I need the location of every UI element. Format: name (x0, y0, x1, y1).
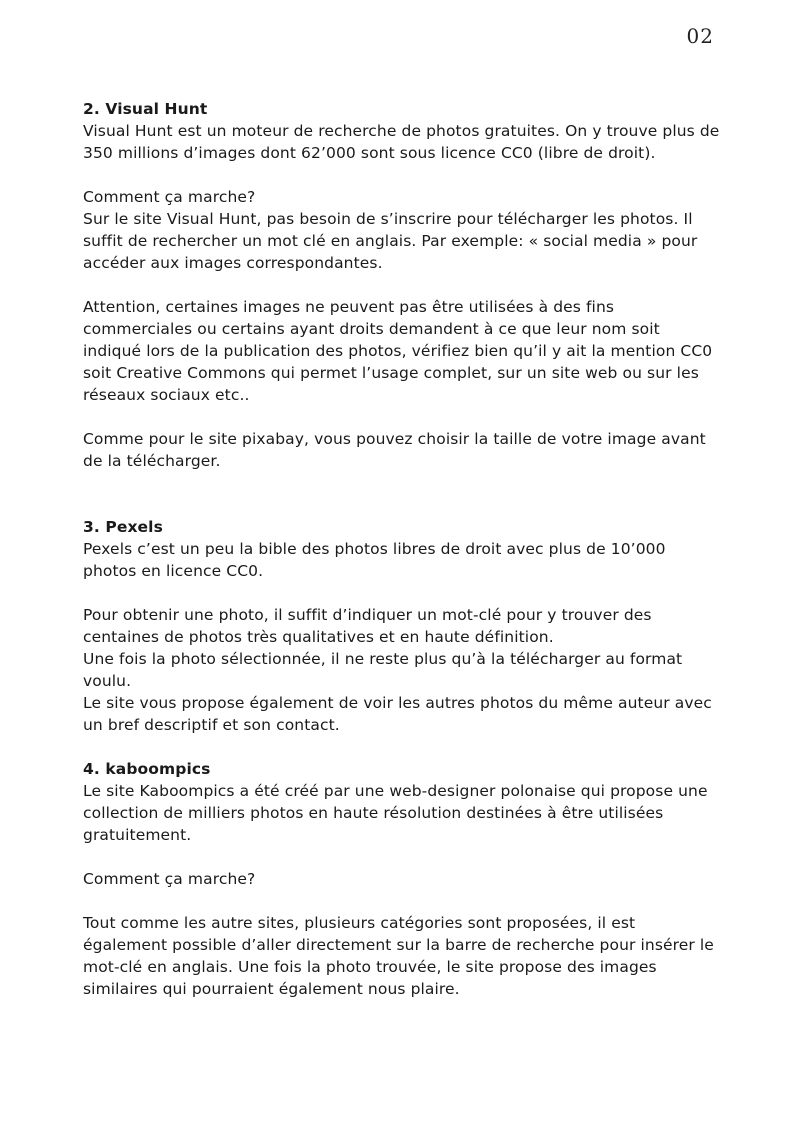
paragraph: Sur le site Visual Hunt, pas besoin de s’inscrire pour télécharger les photos. Il suffit de rechercher un mot clé en anglais. Par exemple: « social media » pour accéder aux images correspondantes. (83, 210, 698, 272)
document-body (83, 98, 723, 1000)
section-heading-kaboompics: 4. kaboompics (83, 760, 211, 778)
paragraph: Le site vous propose également de voir les autres photos du même auteur avec un bref descriptif et son contact. (83, 694, 712, 734)
paragraph: Le site Kaboompics a été créé par une web-designer polonaise qui propose une collection de milliers photos en haute résolution destinées à être utilisées gratuitement. (83, 782, 708, 844)
paragraph: Pour obtenir une photo, il suffit d’indiquer un mot-clé pour y trouver des centaines de photos très qualitatives et en haute définition. (83, 606, 652, 646)
paragraph: Comme pour le site pixabay, vous pouvez choisir la taille de votre image avant de la télécharger. (83, 430, 706, 470)
paragraph: Visual Hunt est un moteur de recherche de photos gratuites. On y trouve plus de 350 millions d’images dont 62’000 sont sous licence CC0 (libre de droit). (83, 122, 720, 162)
section-heading-visual-hunt: 2. Visual Hunt (83, 100, 208, 118)
paragraph: Pexels c’est un peu la bible des photos libres de droit avec plus de 10’000 photos en licence CC0. (83, 540, 666, 580)
paragraph: Attention, certaines images ne peuvent pas être utilisées à des fins commerciales ou certains ayant droits demandent à ce que leur nom soit indiqué lors de la publication des photos, vérifiez bien qu’il y ait la mention CC0 soit Creative Commons qui permet l’usage complet, sur un site web ou sur les réseaux sociaux etc.. (83, 298, 713, 404)
section-heading-pexels: 3. Pexels (83, 518, 163, 536)
paragraph: Tout comme les autre sites, plusieurs catégories sont proposées, il est également possible d’aller directement sur la barre de recherche pour insérer le mot-clé en anglais. Une fois la photo trouvée, le site propose des images similaires qui pourraient également nous plaire. (83, 914, 714, 998)
paragraph: Comment ça marche? (83, 188, 256, 206)
paragraph: Une fois la photo sélectionnée, il ne reste plus qu’à la télécharger au format voulu. (83, 650, 683, 690)
page-number: 02 (686, 24, 714, 48)
paragraph: Comment ça marche? (83, 870, 256, 888)
